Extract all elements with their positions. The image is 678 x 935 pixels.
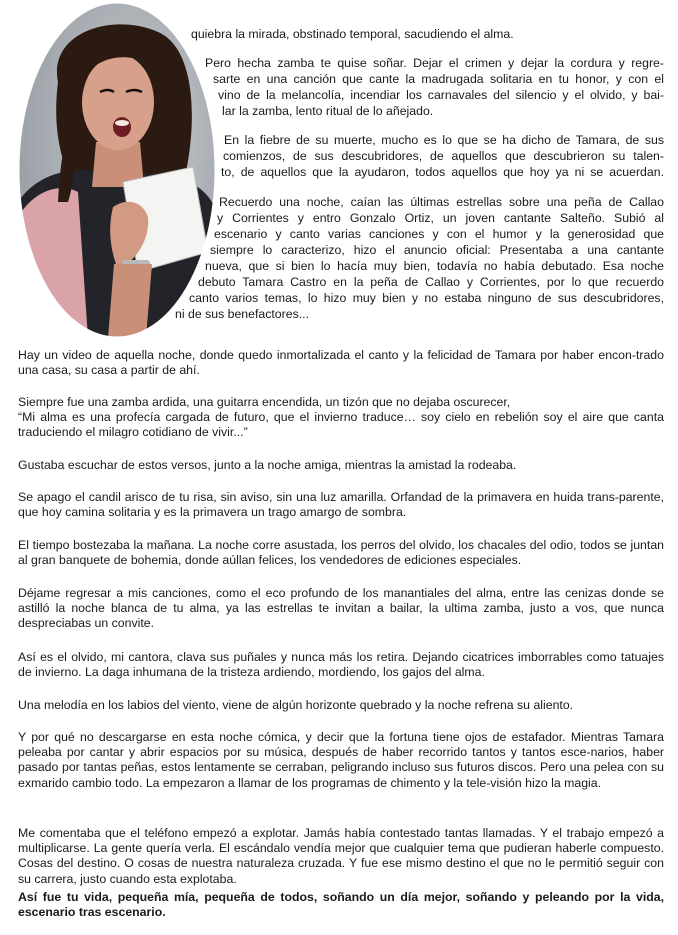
intro-line: debuto Tamara Castro en la peña de Callao y Corrientes, por lo que recuerdo <box>198 275 664 289</box>
paragraph: Hay un video de aquella noche, donde quedo inmortalizada el canto y la felicidad de Tamara por haber encon-trado una casa, su casa a partir de ahí. <box>18 348 664 378</box>
intro-line: ni de sus benefactores... <box>175 307 309 321</box>
paragraph: Y por qué no descargarse en esta noche cómica, y decir que la fortuna tiene ojos de estafador. Mientras Tamara peleaba por cantar y abrir espacios por su música, después de haber recorrido tantos y tantos esce-narios, haber pasado por tantas peñas, estos lentamente se cerraban, peligrando incluso sus futuros discos. Pero una pelea con su exmarido cambio todo. La empezaron a llamar de los programas de chimento y la tele-visión hizo la magia. <box>18 730 664 790</box>
intro-line: quiebra la mirada, obstinado temporal, sacudiendo el alma. <box>191 27 514 41</box>
singer-photo <box>18 2 216 338</box>
paragraph: Así es el olvido, mi cantora, clava sus puñales y nunca más los retira. Dejando cicatrices imborrables como tatuajes de invierno. La daga inhumana de la tristeza ardiendo, mordiendo, los gajos del alma. <box>18 650 664 680</box>
intro-line: y Corrientes y entro Gonzalo Ortiz, un joven cantante Salteño. Subió al <box>217 211 664 225</box>
intro-line: vino de la melancolía, incendiar los carnavales del silencio y el olvido, y bai- <box>218 88 664 102</box>
intro-line: nueva, que si bien lo hacía muy bien, todavía no había debutado. Esa noche <box>205 259 664 273</box>
intro-line: escenario y canto varias canciones y con el humor y la generosidad que <box>214 227 664 241</box>
intro-line: to, de aquellos que la ayudaron, todos aquellos que hoy ya ni se acuerdan. <box>221 165 664 179</box>
paragraph: “Mi alma es una profecía cargada de futuro, que el invierno traduce… soy cielo en rebelión soy el aire que canta traduciendo el milagro cotidiano de vivir...” <box>18 410 664 440</box>
paragraph: Una melodía en los labios del viento, viene de algún horizonte quebrado y la noche refrena su aliento. <box>18 698 574 712</box>
intro-line: canto varios temas, lo hizo muy bien y no estaba ninguno de sus descubridores, <box>189 291 664 305</box>
closing-paragraph: Así fue tu vida, pequeña mía, pequeña de todos, soñando un día mejor, soñando y peleando por la vida, escenario tras escenario. <box>18 890 664 920</box>
intro-line: lar la zamba, lento ritual de lo añejado. <box>222 104 434 118</box>
intro-line: comienzos, de sus descubridores, de aquellos que descubrieron su talen- <box>223 149 664 163</box>
paragraph: Me comentaba que el teléfono empezó a explotar. Jamás había contestado tantas llamadas. Y el trabajo empezó a multiplicarse. La gente quería verla. El escándalo vendía mejor que cualquier tema que pudieran haberle compuesto. Cosas del destino. O cosas de nuestra naturaleza cruzada. Y fue ese mismo destino el que no le permitió seguir con su carrera, justo cuando esta explotaba. <box>18 826 664 886</box>
intro-line: Pero hecha zamba te quise soñar. Dejar el crimen y dejar la cordura y regre- <box>205 56 664 70</box>
paragraph: Déjame regresar a mis canciones, como el eco profundo de los manantiales del alma, entre las cenizas donde se astilló la noche blanca de tu alma, ya las estrellas te invitan a bailar, la ultima zamba, justo a vos, que nunca despreciabas un convite. <box>18 586 664 631</box>
intro-line: Recuerdo una noche, caían las últimas estrellas sobre una peña de Callao <box>219 195 664 209</box>
intro-line: siempre lo caracterizo, hizo el anuncio oficial: Presentaba a una cantante <box>210 243 664 257</box>
intro-line: sarte en una canción que cante la madrugada solitaria en tu honor, y con el <box>213 72 664 86</box>
paragraph: Siempre fue una zamba ardida, una guitarra encendida, un tizón que no dejaba oscurecer, <box>18 395 511 409</box>
paragraph: Gustaba escuchar de estos versos, junto a la noche amiga, mientras la amistad la rodeaba. <box>18 458 517 472</box>
paragraph: El tiempo bostezaba la mañana. La noche corre asustada, los perros del olvido, los chacales del odio, todos se juntan al gran banquete de bohemia, donde aúllan felices, los vendedores de ediciones especiales. <box>18 538 664 568</box>
intro-line: En la fiebre de su muerte, mucho es lo que se ha dicho de Tamara, de sus <box>224 133 664 147</box>
paragraph: Se apago el candil arisco de tu risa, sin aviso, sin una luz amarilla. Orfandad de la primavera en huida trans-parente, que hoy camina solitaria y es la primavera un trago amargo de sombra. <box>18 490 664 520</box>
